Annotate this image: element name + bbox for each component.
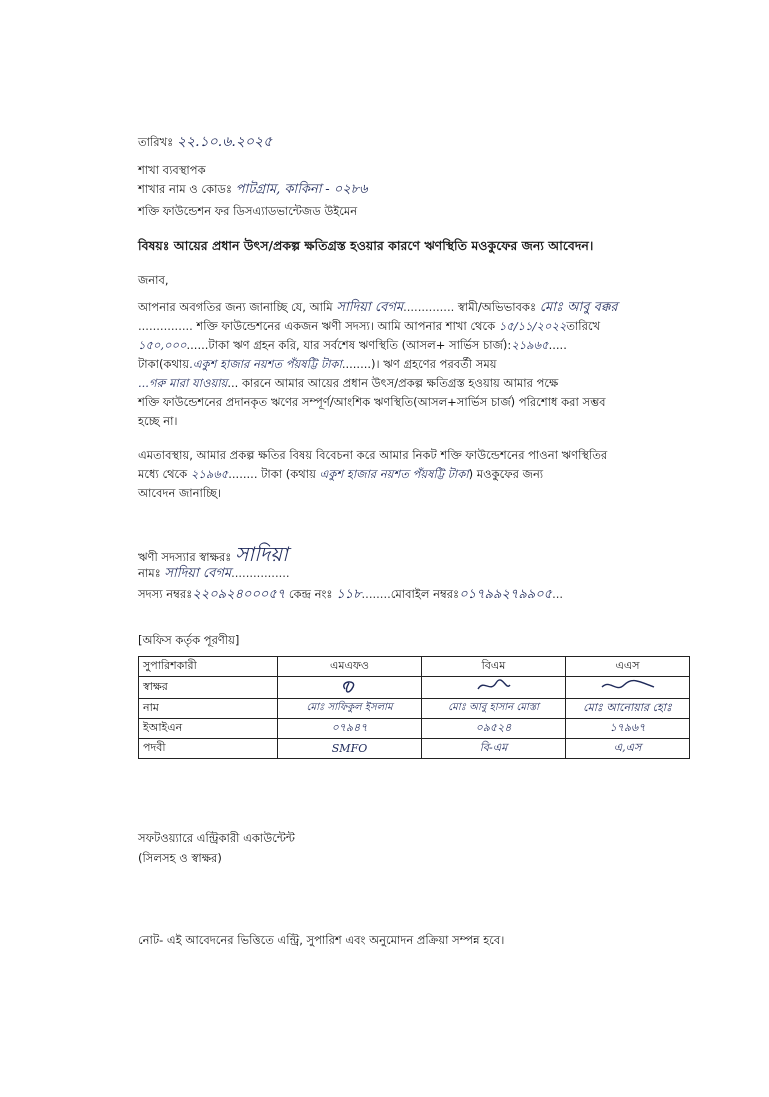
body-text: মধ্যে থেকে [138,467,188,481]
table-row [139,739,690,759]
row-label: পদবী [139,739,278,759]
branch-value: পাটগ্রাম, কাকিনা [235,182,322,197]
accountant-title: সফটওয়্যারে এন্ট্রিকারী একাউন্টেন্ট [138,831,295,845]
office-table [138,656,690,759]
body-text: হচ্ছে না। [138,414,178,428]
as-name: মোঃ আনোয়ার হোঃ [566,699,690,719]
body-text: আপনার অবগতির জন্য জানাচ্ছি যে, আমি [138,300,333,314]
footer-note: নোট- এই আবেদনের ভিত্তিতে এন্ট্রি, সুপারিশ এবং অনুমোদন প্রক্রিয়া সম্পন্ন হবে। [138,933,505,947]
signature-scribble [598,677,658,695]
header-cell: এমএফও [278,657,422,677]
waiver-words-handwritten: একুশ হাজার নয়শত পঁয়ষট্টি টাকা [319,467,469,481]
dots: ................ [231,566,290,580]
table-row [139,699,690,719]
body-paragraph-1 [138,298,693,431]
header-cell: সুপারিশকারী [139,657,278,677]
body-text: ) মওকুফের জন্য [468,467,544,481]
salutation: জনাব, [138,273,169,287]
member-name-handwritten: সাদিয়া বেগম [336,300,404,315]
body-text: ... কারনে আমার আয়ের প্রধান উৎস/প্রকল্প ক্ষতিগ্রস্ত হওয়ায় আমার পক্ষে [227,376,559,390]
as-ein: ১৭৯৬৭ [566,719,690,739]
mfo-name: মোঃ সাফিকুল ইসলাম [278,699,422,719]
center-label: কেন্দ্র নংঃ [288,587,333,601]
member-no-label: সদস্য নম্বরঃ [138,587,193,601]
guardian-label: স্বামী/অভিভাবকঃ [457,300,537,314]
row-label: ইআইএন [139,719,278,739]
signature-scribble [474,677,514,695]
body-text: ........ টাকা (কথায় [228,467,316,481]
header-cell: এএস [566,657,690,677]
body-text: ........)। ঋণ গ্রহণের পরবর্তী সময় [341,357,497,371]
date-label: তারিখঃ [138,135,174,149]
member-details-line [138,585,563,606]
mfo-designation: SMFO [278,739,422,759]
date-value: ২২.১০.৬.২০২৫ [176,134,273,150]
mobile-label: মোবাইল নম্বরঃ [390,587,460,601]
mfo-ein: ০৭৯৪৭ [278,719,422,739]
row-label: নাম [139,699,278,719]
office-table-header [139,657,690,677]
balance-handwritten: ২১৯৬৫ [511,338,549,352]
body-text: শক্তি ফাউন্ডেশনের প্রদানকৃত ঋণের সম্পূর্ণ/আংশিক ঋণস্থিতি(আসল+সার্ভিস চার্জ) পরিশোধ করা সম্ভব [138,395,606,409]
bm-ein: ০৯৫২৪ [422,719,566,739]
office-heading: [অফিস কর্তৃক পূরণীয়] [138,633,240,647]
body-text: তারিখে [566,319,601,333]
body-text: ......টাকা ঋণ গ্রহন করি, যার সর্বশেষ ঋণস্থিতি (আসল+ সার্ভিস চার্জ): [186,338,512,352]
mobile-value: ০১৭৯৯২৭৯৯০৫ [459,587,553,602]
name-label: নামঃ [138,566,161,580]
body-text: আবেদন জানাচ্ছি। [138,486,222,500]
header-cell: বিএম [422,657,566,677]
signature-label: ঋণী সদস্যার স্বাক্ষরঃ [138,550,232,564]
body-text: টাকা(কথায় [138,357,190,371]
body-text: শক্তি ফাউন্ডেশনের একজন ঋণী সদস্য। আমি আপনার শাখা থেকে [196,319,496,333]
member-name-value: সাদিয়া বেগম [164,566,232,581]
row-label: স্বাক্ষর [139,677,278,699]
as-designation: এ,এস [566,739,690,759]
dots: .............. [403,300,455,314]
bm-designation: বি-এম [422,739,566,759]
body-text: এমতাবস্থায়, আমার প্রকল্প ক্ষতির বিষয় বিবেচনা করে আমার নিকট শক্তি ফাউন্ডেশনের পাওনা ঋণস্থিতির [138,448,608,462]
balance-words-handwritten: .একুশ হাজার নয়শত পঁয়ষট্টি টাকা [189,357,342,371]
accountant-note: (সিলসহ ও স্বাক্ষর) [138,851,222,865]
loan-date-handwritten: ১৫/১১/২০২২ [498,319,567,333]
mfo-signature [278,677,422,699]
loan-amount-handwritten: ১৫০,০০০ [138,338,187,352]
signature-scribble [335,677,365,695]
member-no-value: ২২০৯২৪০০০৫৭ [192,587,286,602]
organization-name: শক্তি ফাউন্ডেশন ফর ডিসএ্যাডভান্টেজড উইমেন [138,204,358,218]
branch-code: - ০২৮৬ [325,182,368,197]
guardian-handwritten: মোঃ আবু বক্কর [539,300,618,315]
body-paragraph-2 [138,446,693,503]
reason-handwritten: ...গরু মারা যাওয়ায় [138,376,228,390]
dots: ........ [361,587,391,601]
subject-line: বিষয়ঃ আয়ের প্রধান উৎস/প্রকল্প ক্ষতিগ্রস্ত হওয়ার কারণে ঋণস্থিতি মওকুফের জন্য আবেদন। [138,238,594,253]
bm-signature [422,677,566,699]
table-row [139,677,690,699]
dots: ... [552,587,564,601]
bm-name: মোঃ আবু হাসান মোস্তা [422,699,566,719]
member-signature: সাদিয়া [235,542,288,566]
as-signature [566,677,690,699]
center-value: ১১৮ [336,587,362,602]
branch-line [138,180,368,201]
dots: ..... [548,338,567,352]
date-line [138,130,272,154]
waiver-amount-handwritten: ২১৯৬৫ [190,467,229,481]
dots: ............... [138,319,193,333]
recipient-title: শাখা ব্যবস্থাপক [138,163,206,177]
member-name-line [138,564,290,585]
table-row [139,719,690,739]
branch-label: শাখার নাম ও কোডঃ [138,182,233,196]
